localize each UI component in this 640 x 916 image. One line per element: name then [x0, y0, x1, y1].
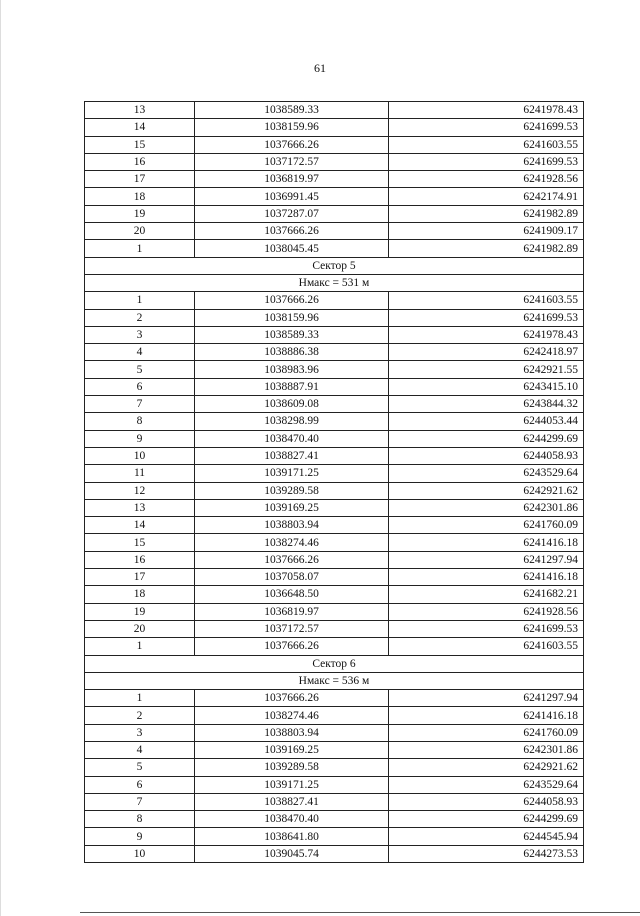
y-coordinate-cell: 6244273.53: [389, 845, 584, 862]
y-coordinate-cell: 6243844.32: [389, 396, 584, 413]
table-row: [85, 326, 584, 343]
y-coordinate-cell: 6241982.89: [389, 240, 584, 257]
point-number-cell: 17: [85, 171, 195, 188]
table-row: [85, 845, 584, 862]
x-coordinate-cell: 1039289.58: [195, 759, 389, 776]
point-number-cell: 1: [85, 240, 195, 257]
point-number-cell: 16: [85, 153, 195, 170]
table-row: [85, 205, 584, 222]
point-number-cell: 17: [85, 569, 195, 586]
x-coordinate-cell: 1038159.96: [195, 309, 389, 326]
y-coordinate-cell: 6241603.55: [389, 292, 584, 309]
x-coordinate-cell: 1036819.97: [195, 603, 389, 620]
table-row: [85, 517, 584, 534]
point-number-cell: 15: [85, 534, 195, 551]
y-coordinate-cell: 6243415.10: [389, 378, 584, 395]
point-number-cell: 3: [85, 724, 195, 741]
table-row: [85, 361, 584, 378]
y-coordinate-cell: 6244058.93: [389, 793, 584, 810]
x-coordinate-cell: 1037666.26: [195, 223, 389, 240]
x-coordinate-cell: 1038983.96: [195, 361, 389, 378]
x-coordinate-cell: 1038803.94: [195, 517, 389, 534]
point-number-cell: 4: [85, 344, 195, 361]
table-row: [85, 344, 584, 361]
x-coordinate-cell: 1038827.41: [195, 793, 389, 810]
y-coordinate-cell: 6242921.62: [389, 482, 584, 499]
point-number-cell: 16: [85, 551, 195, 568]
y-coordinate-cell: 6241982.89: [389, 205, 584, 222]
y-coordinate-cell: 6244053.44: [389, 413, 584, 430]
table-row: [85, 309, 584, 326]
table-row: [85, 776, 584, 793]
table-row: [85, 447, 584, 464]
x-coordinate-cell: 1038827.41: [195, 447, 389, 464]
y-coordinate-cell: 6241297.94: [389, 551, 584, 568]
table-row: [85, 759, 584, 776]
point-number-cell: 7: [85, 793, 195, 810]
y-coordinate-cell: 6241760.09: [389, 517, 584, 534]
y-coordinate-cell: 6241909.17: [389, 223, 584, 240]
y-coordinate-cell: 6241416.18: [389, 569, 584, 586]
point-number-cell: 6: [85, 378, 195, 395]
point-number-cell: 13: [85, 499, 195, 516]
x-coordinate-cell: 1039045.74: [195, 845, 389, 862]
table-row: [85, 499, 584, 516]
table-row: [85, 465, 584, 482]
y-coordinate-cell: 6244299.69: [389, 430, 584, 447]
y-coordinate-cell: 6244545.94: [389, 828, 584, 845]
x-coordinate-cell: 1038470.40: [195, 430, 389, 447]
x-coordinate-cell: 1038159.96: [195, 119, 389, 136]
x-coordinate-cell: 1038298.99: [195, 413, 389, 430]
table-row: [85, 396, 584, 413]
x-coordinate-cell: 1036991.45: [195, 188, 389, 205]
y-coordinate-cell: 6242301.86: [389, 499, 584, 516]
y-coordinate-cell: 6242418.97: [389, 344, 584, 361]
point-number-cell: 1: [85, 690, 195, 707]
point-number-cell: 14: [85, 119, 195, 136]
table-row: [85, 153, 584, 170]
point-number-cell: 5: [85, 759, 195, 776]
section-header: Hмакс = 536 м: [85, 672, 584, 689]
section-header-row: [85, 672, 584, 689]
table-row: [85, 551, 584, 568]
table-row: [85, 690, 584, 707]
x-coordinate-cell: 1037172.57: [195, 620, 389, 637]
y-coordinate-cell: 6241416.18: [389, 707, 584, 724]
section-header: Сектор 5: [85, 257, 584, 274]
y-coordinate-cell: 6241699.53: [389, 119, 584, 136]
table-row: [85, 620, 584, 637]
x-coordinate-cell: 1037172.57: [195, 153, 389, 170]
x-coordinate-cell: 1037666.26: [195, 292, 389, 309]
coordinates-table-body: [85, 102, 584, 863]
y-coordinate-cell: 6241699.53: [389, 153, 584, 170]
point-number-cell: 8: [85, 413, 195, 430]
x-coordinate-cell: 1038887.91: [195, 378, 389, 395]
point-number-cell: 2: [85, 309, 195, 326]
y-coordinate-cell: 6241699.53: [389, 309, 584, 326]
table-row: [85, 292, 584, 309]
point-number-cell: 7: [85, 396, 195, 413]
section-header-row: [85, 655, 584, 672]
table-row: [85, 586, 584, 603]
point-number-cell: 10: [85, 845, 195, 862]
point-number-cell: 12: [85, 482, 195, 499]
y-coordinate-cell: 6241978.43: [389, 326, 584, 343]
x-coordinate-cell: 1037666.26: [195, 136, 389, 153]
x-coordinate-cell: 1037287.07: [195, 205, 389, 222]
y-coordinate-cell: 6241928.56: [389, 603, 584, 620]
y-coordinate-cell: 6242921.62: [389, 759, 584, 776]
table-row: [85, 136, 584, 153]
table-row: [85, 223, 584, 240]
table-row: [85, 188, 584, 205]
table-row: [85, 707, 584, 724]
y-coordinate-cell: 6241603.55: [389, 638, 584, 655]
point-number-cell: 20: [85, 223, 195, 240]
x-coordinate-cell: 1037666.26: [195, 638, 389, 655]
x-coordinate-cell: 1039171.25: [195, 776, 389, 793]
point-number-cell: 18: [85, 586, 195, 603]
point-number-cell: 9: [85, 828, 195, 845]
y-coordinate-cell: 6241416.18: [389, 534, 584, 551]
table-row: [85, 378, 584, 395]
y-coordinate-cell: 6242301.86: [389, 741, 584, 758]
y-coordinate-cell: 6241978.43: [389, 102, 584, 119]
page-number: 61: [314, 61, 326, 75]
x-coordinate-cell: 1038609.08: [195, 396, 389, 413]
point-number-cell: 20: [85, 620, 195, 637]
x-coordinate-cell: 1038886.38: [195, 344, 389, 361]
section-header: Hмакс = 531 м: [85, 274, 584, 291]
x-coordinate-cell: 1039169.25: [195, 741, 389, 758]
table-row: [85, 240, 584, 257]
y-coordinate-cell: 6242174.91: [389, 188, 584, 205]
point-number-cell: 1: [85, 292, 195, 309]
point-number-cell: 8: [85, 811, 195, 828]
coordinates-table: [84, 101, 584, 863]
point-number-cell: 3: [85, 326, 195, 343]
point-number-cell: 10: [85, 447, 195, 464]
y-coordinate-cell: 6241682.21: [389, 586, 584, 603]
table-row: [85, 534, 584, 551]
point-number-cell: 5: [85, 361, 195, 378]
y-coordinate-cell: 6241603.55: [389, 136, 584, 153]
y-coordinate-cell: 6241760.09: [389, 724, 584, 741]
table-row: [85, 724, 584, 741]
point-number-cell: 19: [85, 603, 195, 620]
table-row: [85, 569, 584, 586]
point-number-cell: 15: [85, 136, 195, 153]
point-number-cell: 18: [85, 188, 195, 205]
x-coordinate-cell: 1038274.46: [195, 534, 389, 551]
table-row: [85, 171, 584, 188]
x-coordinate-cell: 1038641.80: [195, 828, 389, 845]
table-row: [85, 793, 584, 810]
point-number-cell: 13: [85, 102, 195, 119]
section-header: Сектор 6: [85, 655, 584, 672]
point-number-cell: 6: [85, 776, 195, 793]
x-coordinate-cell: 1037666.26: [195, 690, 389, 707]
y-coordinate-cell: 6242921.55: [389, 361, 584, 378]
point-number-cell: 1: [85, 638, 195, 655]
x-coordinate-cell: 1037058.07: [195, 569, 389, 586]
x-coordinate-cell: 1038470.40: [195, 811, 389, 828]
point-number-cell: 9: [85, 430, 195, 447]
table-row: [85, 413, 584, 430]
table-row: [85, 811, 584, 828]
point-number-cell: 14: [85, 517, 195, 534]
section-header-row: [85, 257, 584, 274]
y-coordinate-cell: 6243529.64: [389, 776, 584, 793]
y-coordinate-cell: 6241699.53: [389, 620, 584, 637]
table-row: [85, 638, 584, 655]
x-coordinate-cell: 1038803.94: [195, 724, 389, 741]
point-number-cell: 4: [85, 741, 195, 758]
point-number-cell: 11: [85, 465, 195, 482]
x-coordinate-cell: 1039289.58: [195, 482, 389, 499]
y-coordinate-cell: 6244299.69: [389, 811, 584, 828]
scan-edge: [0, 0, 1, 916]
x-coordinate-cell: 1039169.25: [195, 499, 389, 516]
point-number-cell: 19: [85, 205, 195, 222]
table-row: [85, 119, 584, 136]
table-row: [85, 828, 584, 845]
y-coordinate-cell: 6241297.94: [389, 690, 584, 707]
x-coordinate-cell: 1038045.45: [195, 240, 389, 257]
y-coordinate-cell: 6241928.56: [389, 171, 584, 188]
table-row: [85, 430, 584, 447]
x-coordinate-cell: 1039171.25: [195, 465, 389, 482]
x-coordinate-cell: 1038589.33: [195, 326, 389, 343]
bottom-scan-line: [80, 912, 640, 913]
x-coordinate-cell: 1037666.26: [195, 551, 389, 568]
x-coordinate-cell: 1036648.50: [195, 586, 389, 603]
table-row: [85, 741, 584, 758]
table-row: [85, 603, 584, 620]
section-header-row: [85, 274, 584, 291]
x-coordinate-cell: 1038589.33: [195, 102, 389, 119]
y-coordinate-cell: 6243529.64: [389, 465, 584, 482]
x-coordinate-cell: 1038274.46: [195, 707, 389, 724]
table-row: [85, 102, 584, 119]
x-coordinate-cell: 1036819.97: [195, 171, 389, 188]
y-coordinate-cell: 6244058.93: [389, 447, 584, 464]
point-number-cell: 2: [85, 707, 195, 724]
table-row: [85, 482, 584, 499]
